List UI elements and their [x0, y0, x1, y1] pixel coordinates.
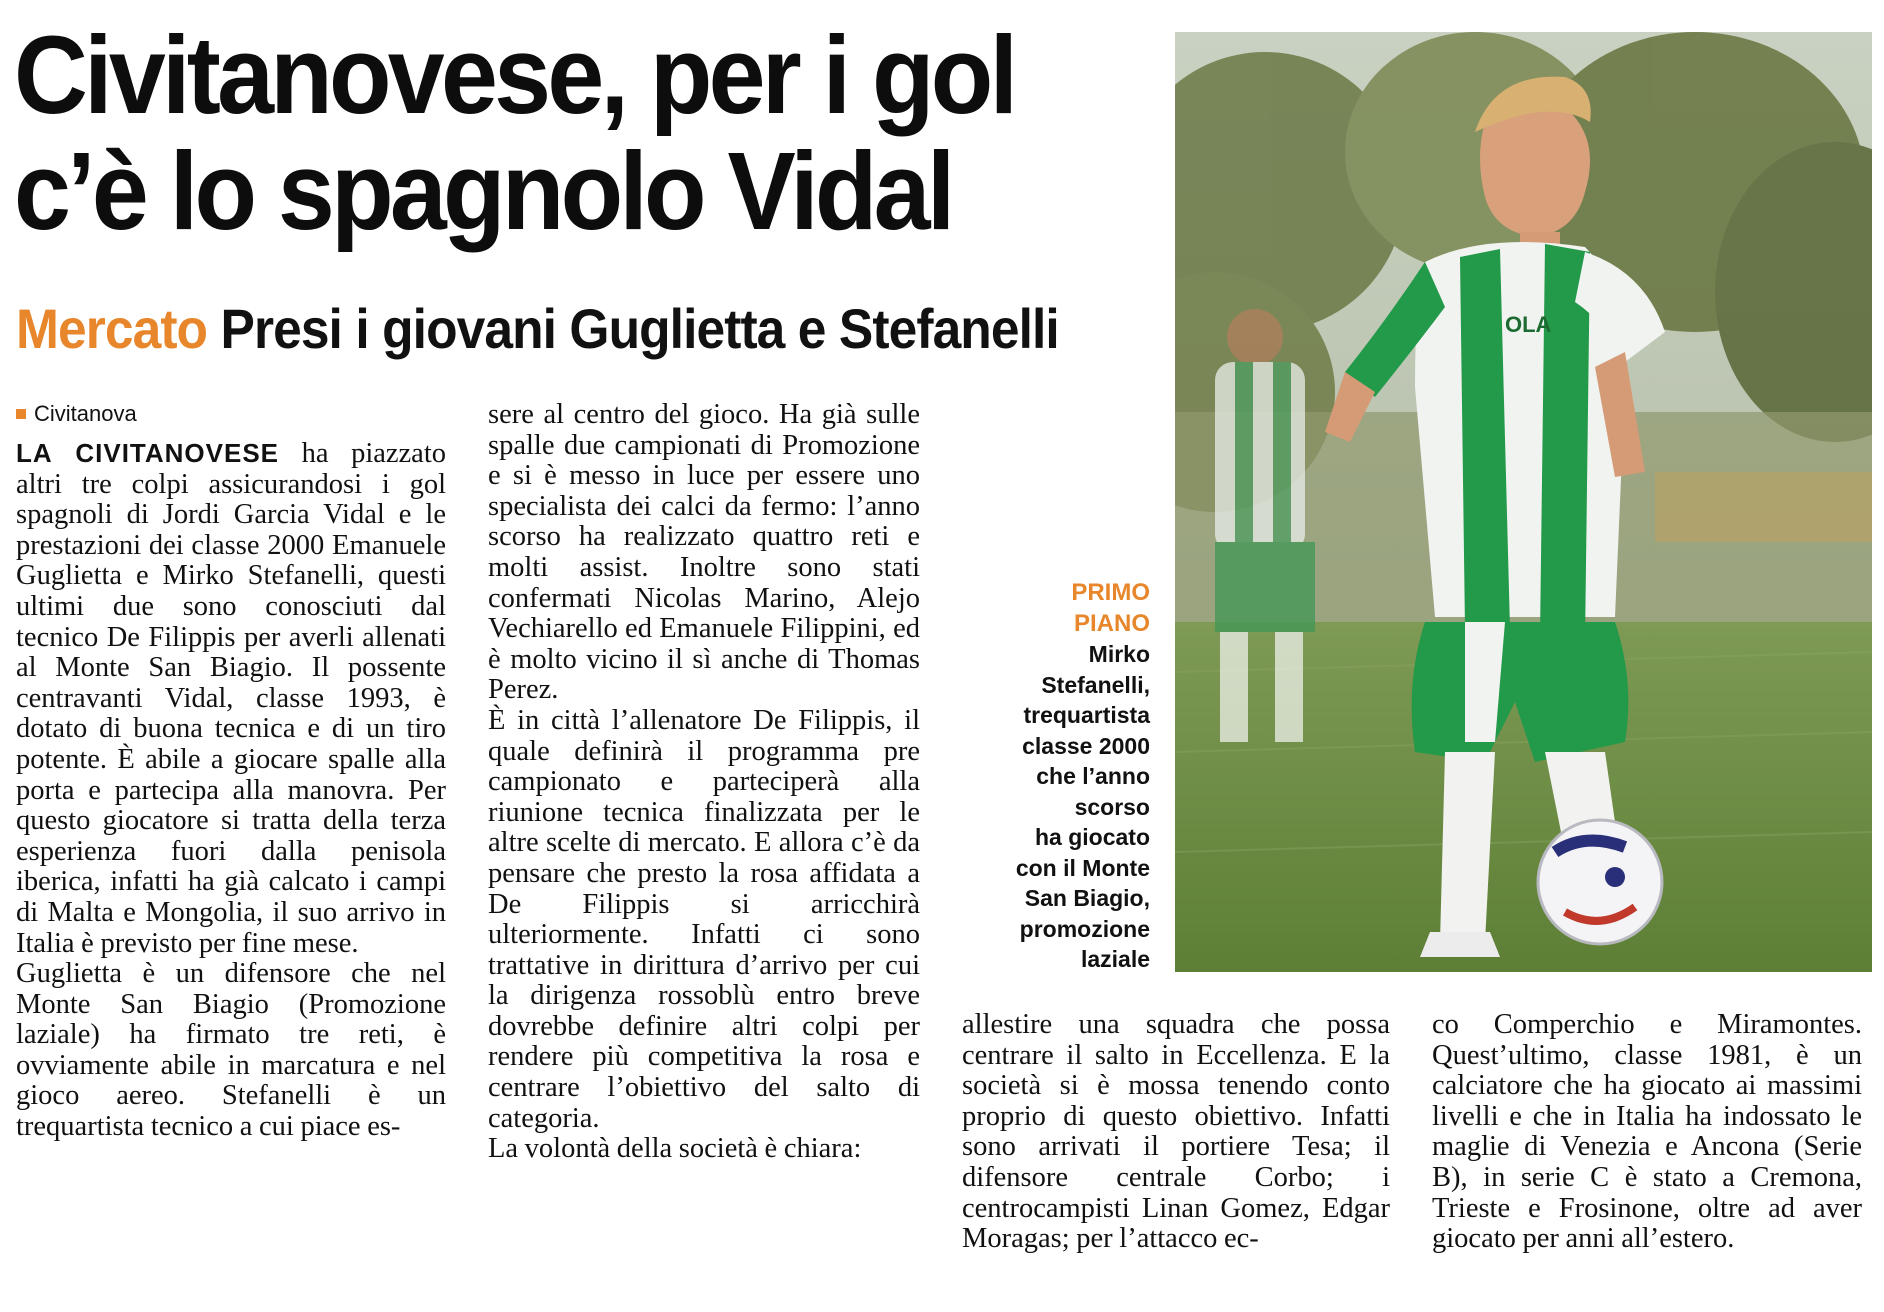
headline-line-1: Civitanovese, per i gol — [14, 14, 1015, 137]
paragraph: La volontà della società è chiara: — [488, 1133, 862, 1165]
caption-line: con il Monte — [1015, 854, 1150, 881]
caption-line: scorso — [1074, 793, 1150, 820]
lead-caps: LA CIVITANOVESE — [16, 438, 280, 468]
caption-line: laziale — [1080, 946, 1150, 972]
caption-line: Stefanelli, — [1041, 671, 1150, 698]
caption-line: classe 2000 — [1022, 732, 1150, 759]
caption-line: promozione — [1019, 915, 1150, 942]
paragraph: È in città l’allenatore De Filippis, il quale definirà il programma pre campionato e parteciperà alla riunione tecnica finalizzata per le altre scelte di mercato. E allora c’è da pensare che presto la rosa affidata a De Filippis si arricchirà ulteriormente. Infatti ci sono trattative in dirittura d’arrivo per cui la dirigenza rossoblù entro breve dovrebbe definire altri colpi per rendere più competitiva la rosa e centrare l’obiettivo del salto di categoria. — [488, 704, 920, 1134]
photo-caption — [940, 578, 1150, 975]
paragraph: co Comperchio e Miramontes. Quest’ultimo, classe 1981, è un calciatore che ha giocato ai massimi livelli e che in Italia ha indossato le maglie di Venezia e Ancona (Serie B), in serie C è stato a Cremona, Trieste e Frosinone, oltre ad aver giocato per anni all’estero. — [1432, 1009, 1862, 1255]
article-column-1 — [16, 438, 446, 1143]
headline — [14, 14, 1074, 253]
paragraph: sere al centro del gioco. Ha già sulle spalle due campionati di Promozione e si è messo in luce per essere uno specialista dei calci da fermo: l’anno scorso ha realizzato quattro reti e molti assist. Inoltre sono stati confermati Nicolas Marino, Alejo Vechiarello ed Emanuele Filippini, ed è molto vicino il sì anche di Thomas Perez. — [488, 399, 920, 706]
subheadline-text: Presi i giovani Guglietta e Stefanelli — [220, 297, 1059, 360]
caption-line: Mirko — [1088, 641, 1150, 667]
dateline-square-icon — [16, 409, 26, 419]
article-column-2 — [488, 400, 920, 1165]
paragraph: Guglietta è un difensore che nel Monte San Biagio (Promozione laziale) ha firmato tre reti, è ovviamente abile in marcatura e nel gioco aereo. Stefanelli è un trequartista tecnico a cui piace es- — [16, 958, 446, 1143]
caption-text — [940, 639, 1150, 975]
article-column-4 — [1432, 1010, 1862, 1255]
soccer-ball-icon — [1538, 820, 1662, 944]
headline-line-2: c’è lo spagnolo Vidal — [14, 130, 952, 253]
dateline-text: Civitanova — [34, 401, 137, 426]
article-column-3 — [962, 1010, 1390, 1255]
caption-line: trequartista — [1023, 702, 1150, 728]
paragraph — [16, 438, 446, 959]
subheadline — [16, 296, 1083, 362]
paragraph-text: ha piazzato altri tre colpi assicurandosi i gol spagnoli di Jordi Garcia Vidal e le prestazioni dei classe 2000 Emanuele Guglietta e Mirko Stefanelli, questi ultimi due sono conosciuti dal tecnico De Filippis per averli allenati al Monte San Biagio. Il possente centravanti Vidal, classe 1993, è dotato di buona tecnica e di un tiro potente. È abile a giocare spalle alla porta e partecipa alla manovra. Per questo giocatore si tratta della terza esperienza fuori dalla penisola iberica, infatti ha già calcato i campi di Malta e Mongolia, il suo arrivo in Italia è previsto per fine mese. — [16, 438, 447, 959]
caption-line: ha giocato — [1034, 824, 1150, 850]
jersey-sponsor: OLA — [1505, 312, 1552, 337]
caption-line: che l’anno — [1036, 763, 1150, 789]
kicker: Mercato — [16, 297, 208, 360]
dateline — [16, 400, 137, 428]
paragraph: allestire una squadra che possa centrare il salto in Eccellenza. E la società si è mossa tenendo conto proprio di questo obiettivo. Infatti sono arrivati il portiere Tesa; il difensore centrale Corbo; i centrocampisti Linan Gomez, Edgar Moragas; per l’attacco ec- — [962, 1009, 1390, 1255]
caption-line: San Biagio, — [1024, 885, 1150, 911]
photo-illustration — [1175, 32, 1872, 972]
caption-title-1: PRIMO — [1071, 579, 1150, 606]
player-photo — [1175, 32, 1872, 972]
caption-title-2: PIANO — [1073, 609, 1150, 637]
